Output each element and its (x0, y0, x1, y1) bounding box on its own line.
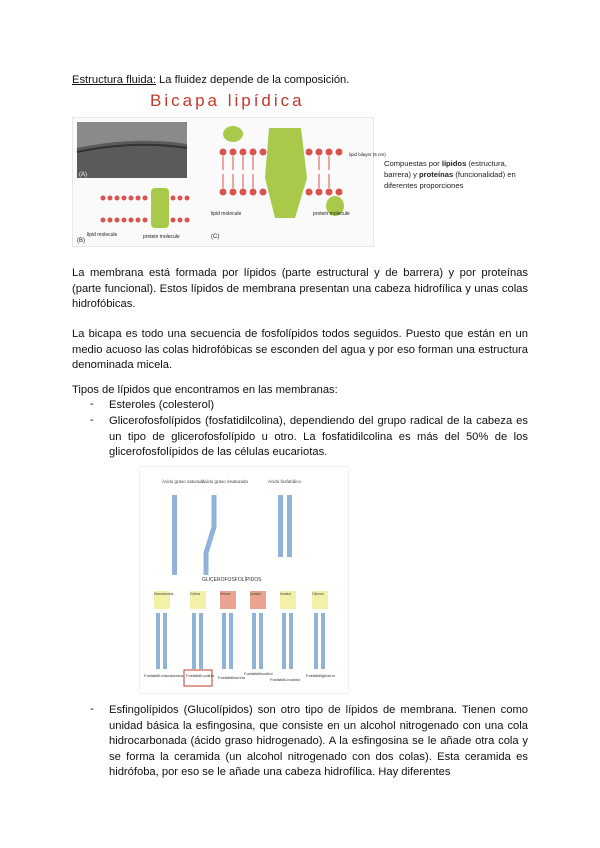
svg-text:Fosfatidilinositol: Fosfatidilinositol (244, 671, 273, 676)
phospholipid-row (154, 591, 328, 669)
section-title: GLICEROFOSFOLÍPIDOS (202, 577, 262, 583)
glycerophospholipid-figure (139, 466, 349, 694)
svg-text:Serina: Serina (220, 592, 231, 596)
small-protein (151, 188, 169, 228)
svg-text:Fosfatidilserina: Fosfatidilserina (218, 675, 245, 680)
heading-label: Estructura fluida: (72, 74, 156, 86)
label-lipid-c: lipid molecule (211, 211, 242, 217)
list-item-esfingolipidos: Esfingolípidos (Glucolípidos) son otro tipo de lípidos de membrana. Tienen como unidad básica la esfingosina, que consiste en un alcohol nitrogenado con una cola hidrocarbonada (ácido graso hidrogenado). A la esfingosina se le añade otra cola y se forma la ceramida (un alcohol nitrogenado con dos colas). Esta ceramida es hidrófoba, por eso se le añade una cabeza hidrofílica. Hay diferentes (109, 704, 528, 779)
svg-text:Fosfatidil-inositol: Fosfatidil-inositol (270, 677, 300, 682)
svg-text:Colina: Colina (190, 592, 200, 596)
bilayer-caption: Compuestas por lípidos (estructura, barrera) y proteínas (funcionalidad) en diferentes proporciones (384, 159, 516, 190)
label-protein-c: protein molecule (313, 211, 350, 217)
bilayer-figure (72, 117, 386, 247)
list-dash-2: - (90, 414, 94, 426)
bilayer-title: Bicapa lipídica (150, 91, 305, 110)
svg-text:Ácido fosfatídico: Ácido fosfatídico (268, 479, 302, 484)
svg-text:Fosfatidilglicerol: Fosfatidilglicerol (306, 673, 335, 678)
svg-text:Ácido graso insaturado: Ácido graso insaturado (202, 479, 249, 484)
svg-text:Fosfatidil-etanolamina: Fosfatidil-etanolamina (144, 673, 184, 678)
list-dash-1: - (90, 398, 94, 410)
label-bilayer: lipid bilayer (5 nm) (349, 152, 386, 157)
large-bilayer (220, 126, 345, 218)
svg-text:Ácido graso saturado: Ácido graso saturado (162, 479, 205, 484)
label-protein-b: protein molecule (143, 234, 180, 240)
label-lipid-b: lipid molecule (87, 232, 118, 238)
paragraph-1: La membrana está formada por lípidos (parte estructural y de barrera) y por proteínas (parte funcional). Estos lípidos de membrana presentan una cabeza hidrofílica y unas colas hidrofóbicas. (72, 267, 528, 311)
small-bilayer (101, 188, 190, 228)
paragraph-2: La bicapa es todo una secuencia de fosfolípidos todos seguidos. Puesto que están en un medio acuoso las colas hidrofóbicas se esconden del agua y por eso forman una estructura denominada micela. (72, 328, 528, 372)
svg-text:Etanolamina: Etanolamina (154, 592, 174, 596)
label-c: (C) (211, 234, 220, 240)
svg-text:Glicerol: Glicerol (312, 592, 324, 596)
unsaturated-chain (206, 495, 214, 575)
heading-text: La fluidez depende de la composición. (155, 74, 350, 86)
glycerophospholipid-diagram (140, 467, 348, 693)
saturated-chain (172, 495, 177, 575)
list-item-esteroles: Esteroles (colesterol) (109, 399, 215, 411)
label-a: (A) (79, 172, 87, 178)
svg-text:Inositol: Inositol (280, 592, 292, 596)
svg-text:Inositol: Inositol (250, 592, 262, 596)
bilayer-diagram (73, 118, 386, 246)
large-protein (265, 128, 307, 218)
list-item-glicerofosfolipidos: Glicerofosfolípidos (fosfatidilcolina), dependiendo del grupo radical de la cabeza es un tipo de glicerofosfolípido u otro. La fosfatidilcolina es más del 50% de los glicerofosfolípidos de las células eucariotas. (109, 415, 528, 459)
label-b: (B) (77, 238, 85, 244)
svg-text:Fosfatidil-colina: Fosfatidil-colina (186, 673, 214, 678)
paragraph-3: Tipos de lípidos que encontramos en las membranas: (72, 384, 338, 396)
list-dash-3: - (90, 703, 94, 715)
heading-line (72, 73, 532, 89)
